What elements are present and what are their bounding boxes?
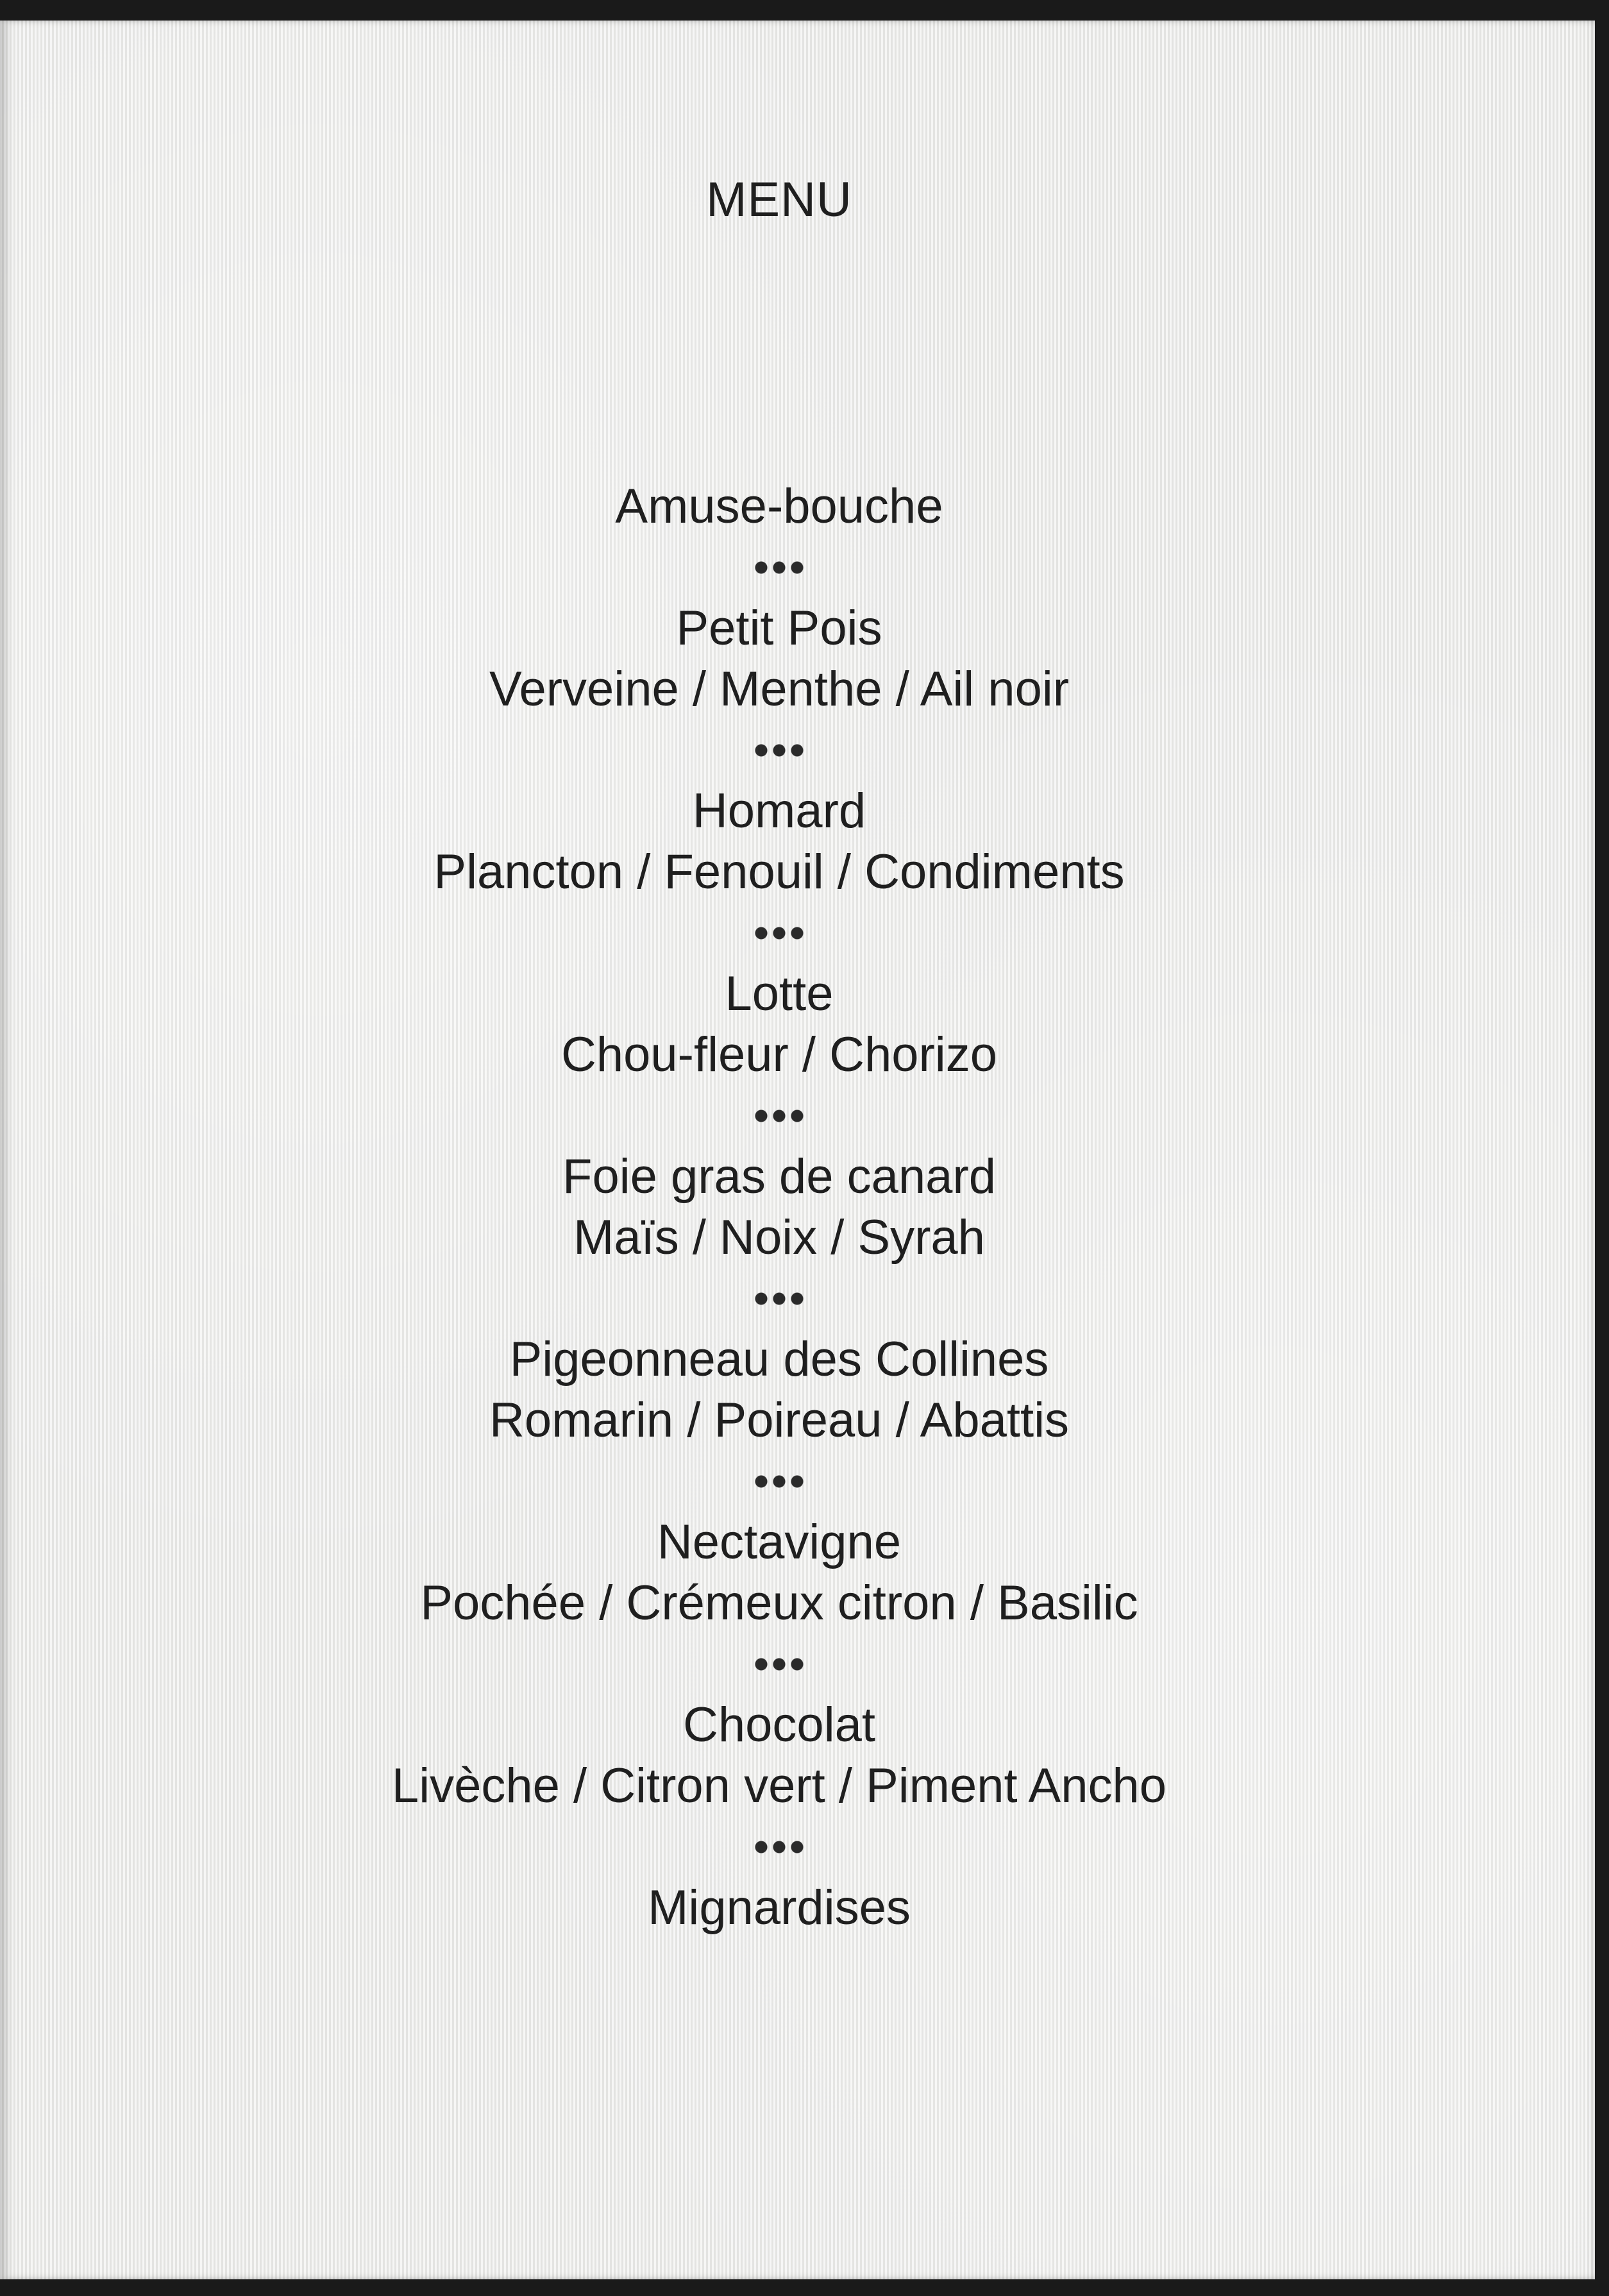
- course-separator: [0, 720, 1558, 781]
- dots-separator-icon: [755, 1841, 804, 1853]
- course-name: Nectavigne: [657, 1515, 902, 1569]
- course-name: Foie gras de canard: [562, 1149, 996, 1204]
- course-separator: [0, 1268, 1558, 1329]
- course-name: Amuse-bouche: [615, 479, 943, 534]
- course-separator: [0, 1085, 1558, 1146]
- course-details: Livèche / Citron vert / Piment Ancho: [391, 1759, 1167, 1813]
- course-details: Plancton / Fenouil / Condiments: [434, 845, 1125, 899]
- course-details: Maïs / Noix / Syrah: [573, 1210, 985, 1265]
- course-name: Petit Pois: [676, 601, 882, 655]
- course-name: Mignardises: [648, 1880, 911, 1935]
- course-name: Pigeonneau des Collines: [509, 1332, 1049, 1387]
- dots-separator-icon: [755, 1475, 804, 1488]
- course-name: Homard: [692, 784, 866, 838]
- dots-separator-icon: [755, 744, 804, 757]
- course-separator: [0, 537, 1558, 598]
- dots-separator-icon: [755, 1658, 804, 1671]
- course-details: Romarin / Poireau / Abattis: [489, 1393, 1069, 1448]
- course-details: Verveine / Menthe / Ail noir: [489, 662, 1070, 716]
- dots-separator-icon: [755, 1110, 804, 1122]
- menu-title: MENU: [706, 173, 852, 227]
- course-separator: [0, 1451, 1558, 1512]
- course-details: Pochée / Crémeux citron / Basilic: [420, 1576, 1138, 1630]
- course-name: Lotte: [725, 967, 834, 1021]
- course-name: Chocolat: [683, 1698, 875, 1752]
- course-separator: [0, 1816, 1558, 1877]
- course-list: [0, 476, 1558, 1938]
- course-details: Chou-fleur / Chorizo: [560, 1027, 998, 1082]
- dots-separator-icon: [755, 927, 804, 940]
- dots-separator-icon: [755, 561, 804, 574]
- dots-separator-icon: [755, 1292, 804, 1305]
- course-separator: [0, 902, 1558, 963]
- menu-card: [0, 21, 1595, 2279]
- course-separator: [0, 1633, 1558, 1694]
